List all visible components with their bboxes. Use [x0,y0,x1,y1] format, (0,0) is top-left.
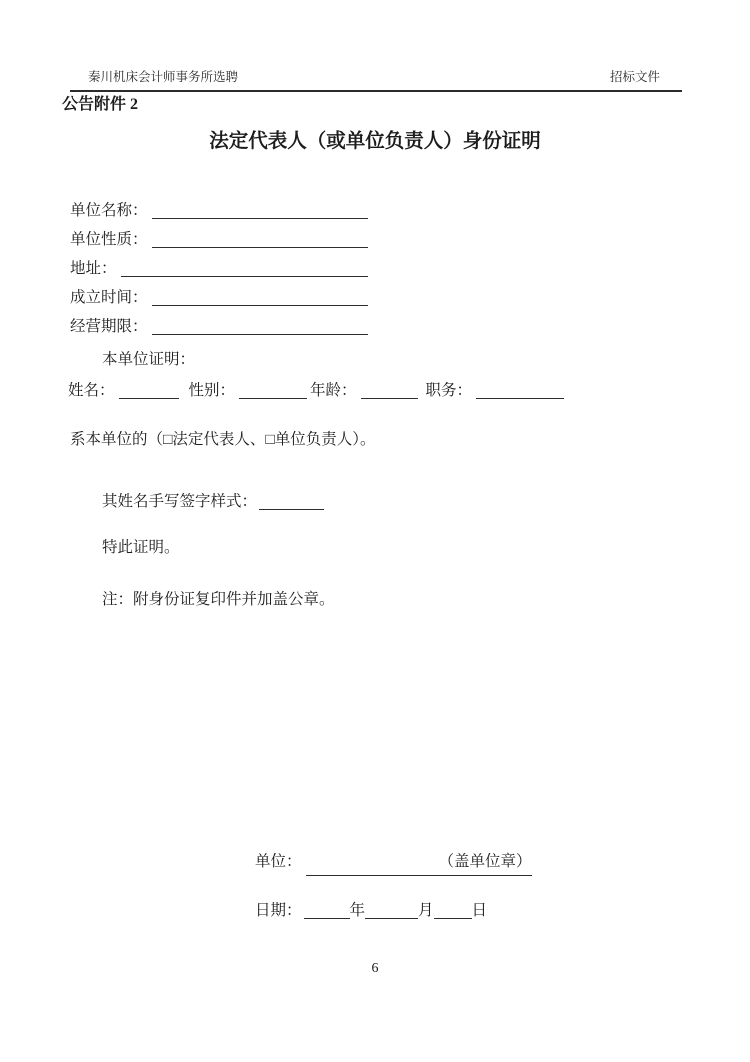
established-blank-line [152,290,368,307]
unit-blank-line [306,852,532,876]
name-blank-line [119,383,179,400]
day-suffix: 日 [471,902,488,919]
unit-nature-blank-line [152,232,368,249]
checkbox-unit-head-icon: □ [265,431,275,448]
age-label: 年龄： [310,382,357,399]
seal-hint: （盖单位章） [438,853,532,870]
signoff-unit-row [255,852,532,876]
year-blank-line [304,903,350,920]
unit-name-blank-line [152,203,368,220]
signoff-date-row [255,901,487,921]
header-right-text: 招标文件 [609,70,660,84]
address-label: 地址： [70,260,117,277]
name-label: 姓名： [68,382,115,399]
role-line [70,430,376,450]
age-blank-line [361,383,418,400]
established-label: 成立时间： [70,289,148,306]
gender-blank-line [239,383,307,400]
page-number: 6 [371,961,379,976]
month-blank-line [365,903,418,920]
date-label: 日期： [255,902,302,919]
form-row-business-term [70,317,368,337]
header-rule [70,90,682,92]
person-info-row [68,381,564,401]
closing-statement: 特此证明。 [102,539,180,556]
form-row-address [70,259,368,279]
form-row-established [70,288,368,308]
note-line: 注：附身份证复印件并加盖公章。 [102,591,335,608]
role-line-prefix: 系本单位的（ [70,431,164,448]
attachment-label: 公告附件 2 [62,96,139,113]
unit-nature-label: 单位性质： [70,231,148,248]
business-term-blank-line [152,319,368,336]
spacer [179,394,189,395]
position-blank-line [476,383,564,400]
role-option-legal-rep: 法定代表人、 [172,431,266,448]
role-option-unit-head: 单位负责人）。 [274,431,376,448]
address-blank-line [121,261,368,278]
signature-sample-blank-line [259,494,324,511]
signature-sample-row [102,492,324,512]
gender-label: 性别： [188,382,236,399]
year-suffix: 年 [349,902,366,919]
certify-intro: 本单位证明： [102,351,196,368]
spacer [418,394,426,395]
day-blank-line [434,903,472,920]
document-title: 法定代表人（或单位负责人）身份证明 [209,131,541,152]
form-row-unit-name [70,201,368,221]
header-left-text: 秦川机床会计师事务所选聘 [88,70,239,84]
unit-name-label: 单位名称： [70,202,148,219]
form-row-unit-nature [70,230,368,250]
unit-label: 单位： [255,853,302,870]
position-label: 职务： [425,382,473,399]
signature-sample-label: 其姓名手写签字样式： [102,493,258,510]
month-suffix: 月 [418,902,434,919]
business-term-label: 经营期限： [70,318,148,335]
checkbox-legal-rep-icon: □ [163,431,173,448]
